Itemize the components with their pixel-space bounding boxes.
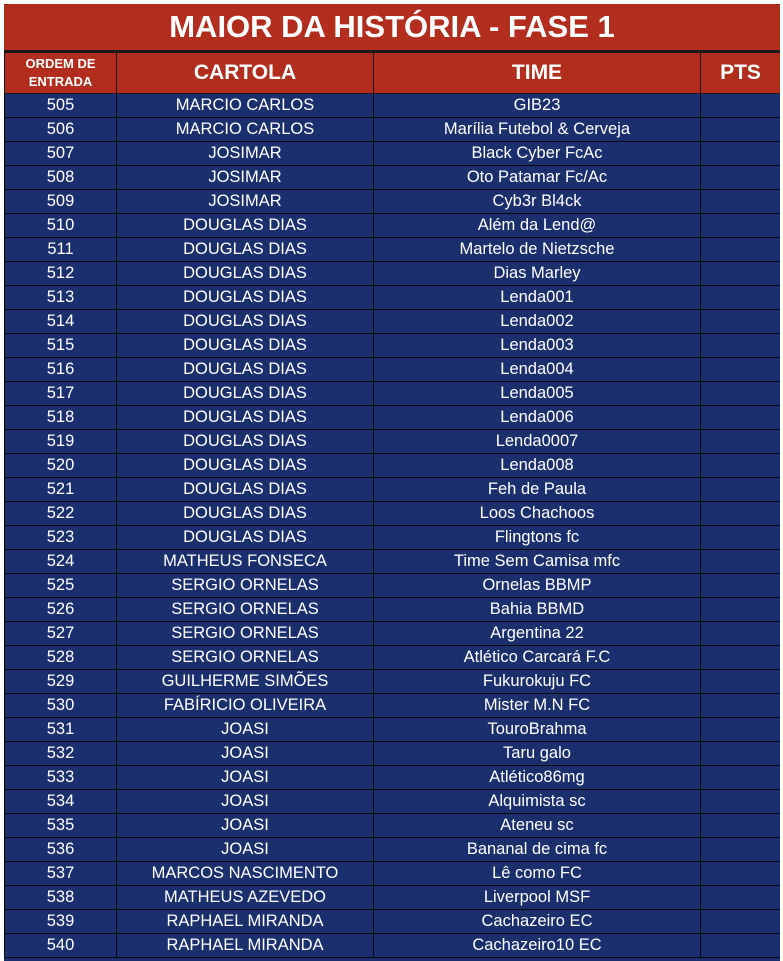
cell-cartola: RAPHAEL MIRANDA	[117, 934, 374, 958]
table-row	[5, 310, 781, 334]
cell-ordem: 520	[5, 454, 117, 478]
cell-cartola: JOASI	[117, 742, 374, 766]
table-row	[5, 910, 781, 934]
cell-time: Atlético Carcará F.C	[374, 646, 701, 670]
cell-ordem: 529	[5, 670, 117, 694]
cell-time: Bahia BBMD	[374, 598, 701, 622]
cell-cartola: DOUGLAS DIAS	[117, 262, 374, 286]
cell-cartola: SERGIO ORNELAS	[117, 574, 374, 598]
cell-cartola: JOSIMAR	[117, 142, 374, 166]
cell-time: Ornelas BBMP	[374, 574, 701, 598]
cell-cartola: JOASI	[117, 838, 374, 862]
table-row	[5, 598, 781, 622]
cell-pts	[701, 814, 781, 838]
cell-cartola: JOSIMAR	[117, 190, 374, 214]
cell-ordem: 513	[5, 286, 117, 310]
cell-pts	[701, 166, 781, 190]
cell-pts	[701, 670, 781, 694]
table-row	[5, 478, 781, 502]
cell-pts	[701, 142, 781, 166]
column-header-time: TIME	[374, 53, 701, 94]
page-title: MAIOR DA HISTÓRIA - FASE 1	[4, 4, 780, 52]
cell-cartola: DOUGLAS DIAS	[117, 238, 374, 262]
cell-pts	[701, 790, 781, 814]
cell-cartola: SERGIO ORNELAS	[117, 598, 374, 622]
cell-cartola: JOASI	[117, 814, 374, 838]
cell-pts	[701, 766, 781, 790]
cell-pts	[701, 262, 781, 286]
cell-time: Cachazeiro10 EC	[374, 934, 701, 958]
column-header-cartola: CARTOLA	[117, 53, 374, 94]
table-row	[5, 718, 781, 742]
cell-ordem: 523	[5, 526, 117, 550]
table-row	[5, 646, 781, 670]
cell-ordem: 510	[5, 214, 117, 238]
cell-ordem: 533	[5, 766, 117, 790]
cell-ordem: 519	[5, 430, 117, 454]
cell-pts	[701, 478, 781, 502]
cell-ordem: 540	[5, 934, 117, 958]
cell-time: Mister M.N FC	[374, 694, 701, 718]
cell-time: Cachazeiro EC	[374, 910, 701, 934]
cell-time: Lê como FC	[374, 862, 701, 886]
table-row	[5, 190, 781, 214]
cell-time: Argentina 22	[374, 622, 701, 646]
table-row	[5, 238, 781, 262]
cell-ordem: 507	[5, 142, 117, 166]
column-header-ordem: ORDEM DE ENTRADA	[5, 53, 117, 94]
ranking-table	[4, 52, 780, 958]
cell-ordem: 524	[5, 550, 117, 574]
cell-cartola: JOSIMAR	[117, 166, 374, 190]
cell-time: Lenda0007	[374, 430, 701, 454]
cell-pts	[701, 886, 781, 910]
header-row	[5, 53, 781, 94]
table-row	[5, 286, 781, 310]
cell-time: Lenda002	[374, 310, 701, 334]
cell-time: Alquimista sc	[374, 790, 701, 814]
table-row	[5, 934, 781, 958]
cell-pts	[701, 334, 781, 358]
cell-ordem: 527	[5, 622, 117, 646]
cell-time: Taru galo	[374, 742, 701, 766]
cell-time: Time Sem Camisa mfc	[374, 550, 701, 574]
cell-pts	[701, 358, 781, 382]
cell-ordem: 516	[5, 358, 117, 382]
cell-cartola: DOUGLAS DIAS	[117, 502, 374, 526]
cell-ordem: 517	[5, 382, 117, 406]
cell-ordem: 514	[5, 310, 117, 334]
cell-ordem: 532	[5, 742, 117, 766]
table-row	[5, 814, 781, 838]
table-row	[5, 886, 781, 910]
table-row	[5, 574, 781, 598]
table-row	[5, 790, 781, 814]
cell-pts	[701, 382, 781, 406]
cell-cartola: DOUGLAS DIAS	[117, 358, 374, 382]
cell-cartola: SERGIO ORNELAS	[117, 646, 374, 670]
cell-time: Martelo de Nietzsche	[374, 238, 701, 262]
cell-time: Fukurokuju FC	[374, 670, 701, 694]
cell-ordem: 526	[5, 598, 117, 622]
table-row	[5, 550, 781, 574]
cell-pts	[701, 430, 781, 454]
cell-time: Oto Patamar Fc/Ac	[374, 166, 701, 190]
cell-pts	[701, 622, 781, 646]
cell-ordem: 528	[5, 646, 117, 670]
cell-ordem: 539	[5, 910, 117, 934]
cell-ordem: 509	[5, 190, 117, 214]
cell-cartola: MARCIO CARLOS	[117, 118, 374, 142]
cell-time: Lenda003	[374, 334, 701, 358]
cell-cartola: JOASI	[117, 766, 374, 790]
cell-pts	[701, 718, 781, 742]
cell-pts	[701, 550, 781, 574]
cell-time: Liverpool MSF	[374, 886, 701, 910]
cell-time: Lenda006	[374, 406, 701, 430]
cell-pts	[701, 910, 781, 934]
table-row	[5, 262, 781, 286]
ranking-sheet	[4, 4, 780, 961]
cell-ordem: 506	[5, 118, 117, 142]
cell-ordem: 515	[5, 334, 117, 358]
cell-ordem: 508	[5, 166, 117, 190]
table-row	[5, 142, 781, 166]
cell-cartola: FABÍRICIO OLIVEIRA	[117, 694, 374, 718]
cell-cartola: MATHEUS AZEVEDO	[117, 886, 374, 910]
table-row	[5, 526, 781, 550]
cell-cartola: DOUGLAS DIAS	[117, 478, 374, 502]
cell-pts	[701, 838, 781, 862]
table-row	[5, 406, 781, 430]
cell-time: Cyb3r Bl4ck	[374, 190, 701, 214]
cell-cartola: DOUGLAS DIAS	[117, 382, 374, 406]
cell-ordem: 518	[5, 406, 117, 430]
cell-time: Além da Lend@	[374, 214, 701, 238]
cell-cartola: DOUGLAS DIAS	[117, 430, 374, 454]
cell-pts	[701, 598, 781, 622]
cell-pts	[701, 502, 781, 526]
cell-time: Lenda008	[374, 454, 701, 478]
table-row	[5, 334, 781, 358]
cell-time: Black Cyber FcAc	[374, 142, 701, 166]
cell-ordem: 534	[5, 790, 117, 814]
cell-pts	[701, 646, 781, 670]
cell-cartola: DOUGLAS DIAS	[117, 334, 374, 358]
cell-time: Loos Chachoos	[374, 502, 701, 526]
table-row	[5, 358, 781, 382]
cell-ordem: 530	[5, 694, 117, 718]
cell-cartola: DOUGLAS DIAS	[117, 454, 374, 478]
table-row	[5, 118, 781, 142]
cell-pts	[701, 286, 781, 310]
cell-pts	[701, 454, 781, 478]
cell-ordem: 536	[5, 838, 117, 862]
cell-pts	[701, 238, 781, 262]
cell-pts	[701, 94, 781, 118]
cell-ordem: 511	[5, 238, 117, 262]
cell-time: Marília Futebol & Cerveja	[374, 118, 701, 142]
cell-pts	[701, 862, 781, 886]
table-row	[5, 166, 781, 190]
cell-cartola: DOUGLAS DIAS	[117, 286, 374, 310]
cell-ordem: 521	[5, 478, 117, 502]
cell-cartola: DOUGLAS DIAS	[117, 406, 374, 430]
table-row	[5, 670, 781, 694]
table-row	[5, 502, 781, 526]
cell-ordem: 505	[5, 94, 117, 118]
cell-cartola: JOASI	[117, 718, 374, 742]
cell-pts	[701, 526, 781, 550]
table-row	[5, 430, 781, 454]
table-row	[5, 454, 781, 478]
cell-ordem: 535	[5, 814, 117, 838]
cell-cartola: RAPHAEL MIRANDA	[117, 910, 374, 934]
cell-cartola: SERGIO ORNELAS	[117, 622, 374, 646]
cell-ordem: 538	[5, 886, 117, 910]
cell-ordem: 537	[5, 862, 117, 886]
table-row	[5, 94, 781, 118]
cell-time: Lenda005	[374, 382, 701, 406]
cell-pts	[701, 190, 781, 214]
cell-time: Lenda001	[374, 286, 701, 310]
cell-pts	[701, 694, 781, 718]
cell-ordem: 522	[5, 502, 117, 526]
cell-ordem: 525	[5, 574, 117, 598]
cell-pts	[701, 214, 781, 238]
cell-cartola: JOASI	[117, 790, 374, 814]
cell-time: Dias Marley	[374, 262, 701, 286]
cell-pts	[701, 310, 781, 334]
cell-time: TouroBrahma	[374, 718, 701, 742]
cell-pts	[701, 406, 781, 430]
cell-time: Flingtons fc	[374, 526, 701, 550]
cell-time: GIB23	[374, 94, 701, 118]
table-row	[5, 838, 781, 862]
cell-cartola: DOUGLAS DIAS	[117, 214, 374, 238]
cell-cartola: DOUGLAS DIAS	[117, 526, 374, 550]
table-row	[5, 214, 781, 238]
cell-ordem: 531	[5, 718, 117, 742]
cell-cartola: DOUGLAS DIAS	[117, 310, 374, 334]
cell-cartola: MARCIO CARLOS	[117, 94, 374, 118]
cell-pts	[701, 118, 781, 142]
table-row	[5, 382, 781, 406]
cell-time: Lenda004	[374, 358, 701, 382]
cell-pts	[701, 934, 781, 958]
column-header-pts: PTS	[701, 53, 781, 94]
table-row	[5, 742, 781, 766]
table-row	[5, 622, 781, 646]
cell-time: Atlético86mg	[374, 766, 701, 790]
table-body	[5, 94, 781, 958]
cell-cartola: GUILHERME SIMÕES	[117, 670, 374, 694]
cell-pts	[701, 742, 781, 766]
cell-ordem: 512	[5, 262, 117, 286]
cell-cartola: MATHEUS FONSECA	[117, 550, 374, 574]
cell-pts	[701, 574, 781, 598]
cell-time: Bananal de cima fc	[374, 838, 701, 862]
cell-time: Feh de Paula	[374, 478, 701, 502]
table-row	[5, 694, 781, 718]
cell-time: Ateneu sc	[374, 814, 701, 838]
table-row	[5, 862, 781, 886]
table-row	[5, 766, 781, 790]
cell-cartola: MARCOS NASCIMENTO	[117, 862, 374, 886]
